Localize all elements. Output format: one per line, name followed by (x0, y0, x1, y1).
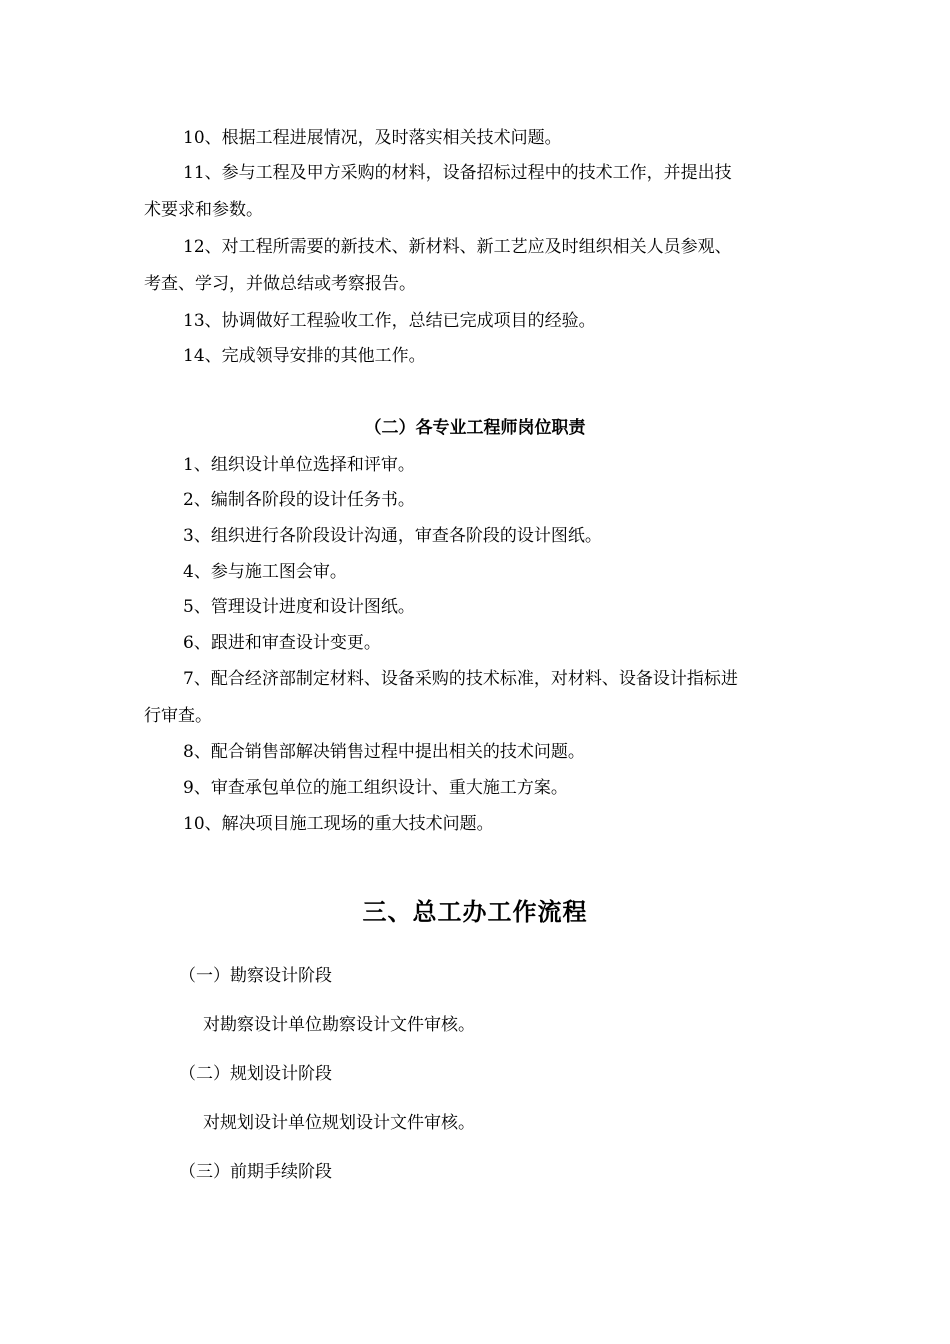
duty-item-12: 12、对工程所需要的新技术、新材料、新工艺应及时组织相关人员参观、 (183, 237, 732, 257)
engineer-item-7: 7、配合经济部制定材料、设备采购的技术标准，对材料、设备设计指标进 (183, 669, 738, 689)
duty-item-12-cont: 考查、学习，并做总结或考察报告。 (144, 274, 416, 294)
engineer-item-5: 5、管理设计进度和设计图纸。 (183, 597, 415, 617)
stage-body-survey: 对勘察设计单位勘察设计文件审核。 (203, 1015, 475, 1035)
stage-heading-planning: （二）规划设计阶段 (179, 1064, 332, 1084)
engineer-item-2: 2、编制各阶段的设计任务书。 (183, 490, 415, 510)
engineer-item-10: 10、解决项目施工现场的重大技术问题。 (183, 814, 494, 834)
engineer-item-1: 1、组织设计单位选择和评审。 (183, 455, 415, 475)
stage-heading-preliminary: （三）前期手续阶段 (179, 1162, 332, 1182)
engineer-item-6: 6、跟进和审查设计变更。 (183, 633, 381, 653)
chapter-title: 三、总工办工作流程 (362, 897, 588, 926)
engineer-item-8: 8、配合销售部解决销售过程中提出相关的技术问题。 (183, 742, 585, 762)
stage-heading-survey: （一）勘察设计阶段 (179, 966, 332, 986)
engineer-item-7-cont: 行审查。 (144, 706, 212, 726)
duty-item-13: 13、协调做好工程验收工作，总结已完成项目的经验。 (183, 311, 596, 331)
engineer-item-4: 4、参与施工图会审。 (183, 562, 347, 582)
duty-item-11: 11、参与工程及甲方采购的材料，设备招标过程中的技术工作，并提出技 (183, 163, 732, 183)
duty-item-11-cont: 术要求和参数。 (144, 200, 263, 220)
duty-item-10: 10、根据工程进展情况，及时落实相关技术问题。 (183, 128, 562, 148)
engineer-item-9: 9、审查承包单位的施工组织设计、重大施工方案。 (183, 778, 568, 798)
duty-item-14: 14、完成领导安排的其他工作。 (183, 346, 426, 366)
stage-body-planning: 对规划设计单位规划设计文件审核。 (203, 1113, 475, 1133)
engineer-item-3: 3、组织进行各阶段设计沟通，审查各阶段的设计图纸。 (183, 526, 602, 546)
section-title-engineer-duties: （二）各专业工程师岗位职责 (364, 418, 586, 438)
